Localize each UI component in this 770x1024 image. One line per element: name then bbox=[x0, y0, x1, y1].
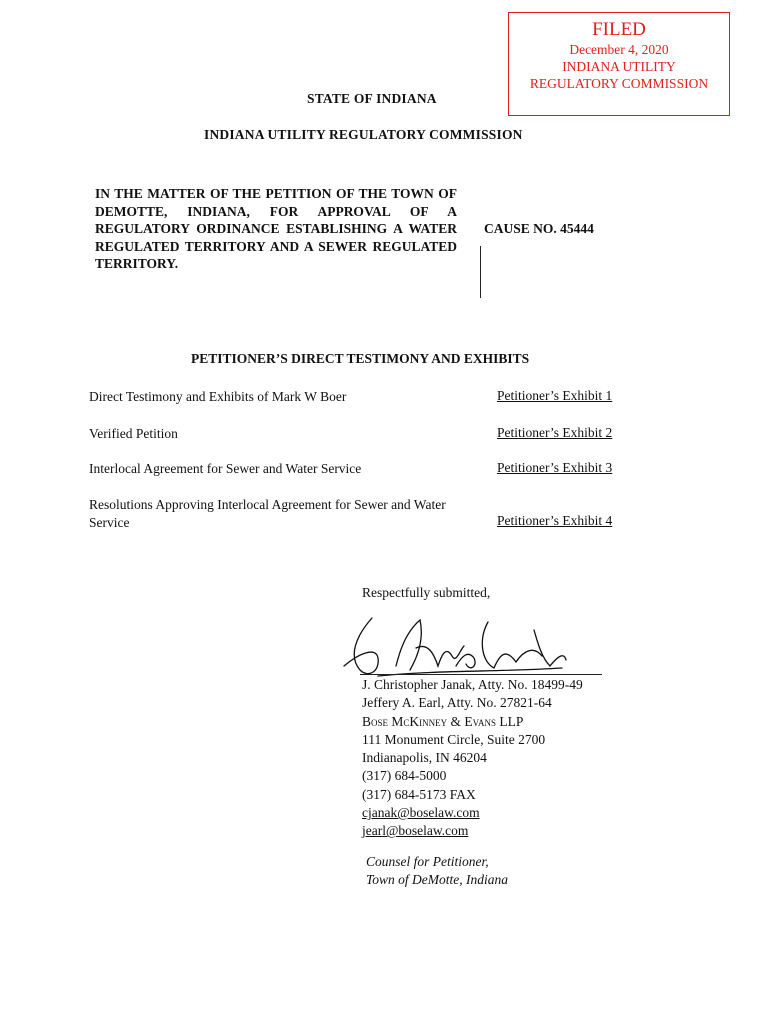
email-link-2[interactable]: jearl@boselaw.com bbox=[362, 823, 469, 839]
address-line-1: 111 Monument Circle, Suite 2700 bbox=[362, 731, 546, 747]
exhibit-description: Direct Testimony and Exhibits of Mark W Boer bbox=[89, 389, 347, 404]
attorney-1: J. Christopher Janak, Atty. No. 18499-49 bbox=[362, 677, 583, 692]
case-caption: IN THE MATTER OF THE PETITION OF THE TOWN OF DEMOTTE, INDIANA, FOR APPROVAL OF A REGULATORY ORDINANCE ESTABLISHING A WATER REGULATED TERRITORY AND A SEWER REGULATED TERRITORY. bbox=[95, 186, 457, 271]
exhibit-description: Verified Petition bbox=[89, 426, 178, 441]
commission-heading: INDIANA UTILITY REGULATORY COMMISSION bbox=[204, 127, 523, 142]
counsel-block bbox=[362, 676, 583, 841]
stamp-line-1: INDIANA UTILITY bbox=[562, 59, 676, 74]
filed-stamp bbox=[508, 12, 730, 116]
address-line-2: Indianapolis, IN 46204 bbox=[362, 750, 487, 766]
state-heading: STATE OF INDIANA bbox=[307, 91, 437, 106]
exhibit-label[interactable]: Petitioner’s Exhibit 3 bbox=[497, 460, 613, 475]
stamp-date: December 4, 2020 bbox=[569, 42, 669, 57]
closing-line: Respectfully submitted, bbox=[362, 585, 491, 600]
phone-number: (317) 684-5000 bbox=[362, 768, 447, 784]
stamp-line-2: REGULATORY COMMISSION bbox=[529, 76, 709, 91]
role-line-2: Town of DeMotte, Indiana bbox=[366, 872, 509, 887]
counsel-role bbox=[366, 853, 508, 889]
fax-number: (317) 684-5173 FAX bbox=[362, 786, 476, 802]
document-title: PETITIONER’S DIRECT TESTIMONY AND EXHIBITS bbox=[191, 351, 530, 366]
caption-divider bbox=[480, 246, 481, 298]
exhibit-description: Interlocal Agreement for Sewer and Water Service bbox=[89, 461, 362, 476]
stamp-title: FILED bbox=[592, 19, 646, 40]
exhibit-label[interactable]: Petitioner’s Exhibit 1 bbox=[497, 388, 613, 403]
email-link-1[interactable]: cjanak@boselaw.com bbox=[362, 805, 480, 821]
exhibit-label[interactable]: Petitioner’s Exhibit 4 bbox=[497, 513, 613, 528]
attorney-2: Jeffery A. Earl, Atty. No. 27821-64 bbox=[362, 695, 552, 711]
law-firm: Bose McKinney & Evans LLP bbox=[362, 713, 524, 729]
exhibit-description: Resolutions Approving Interlocal Agreement for Sewer and Water Service bbox=[89, 497, 446, 530]
signature-line bbox=[360, 674, 602, 675]
cause-number: CAUSE NO. 45444 bbox=[484, 221, 594, 236]
role-line-1: Counsel for Petitioner, bbox=[366, 854, 489, 869]
exhibit-label[interactable]: Petitioner’s Exhibit 2 bbox=[497, 425, 613, 440]
